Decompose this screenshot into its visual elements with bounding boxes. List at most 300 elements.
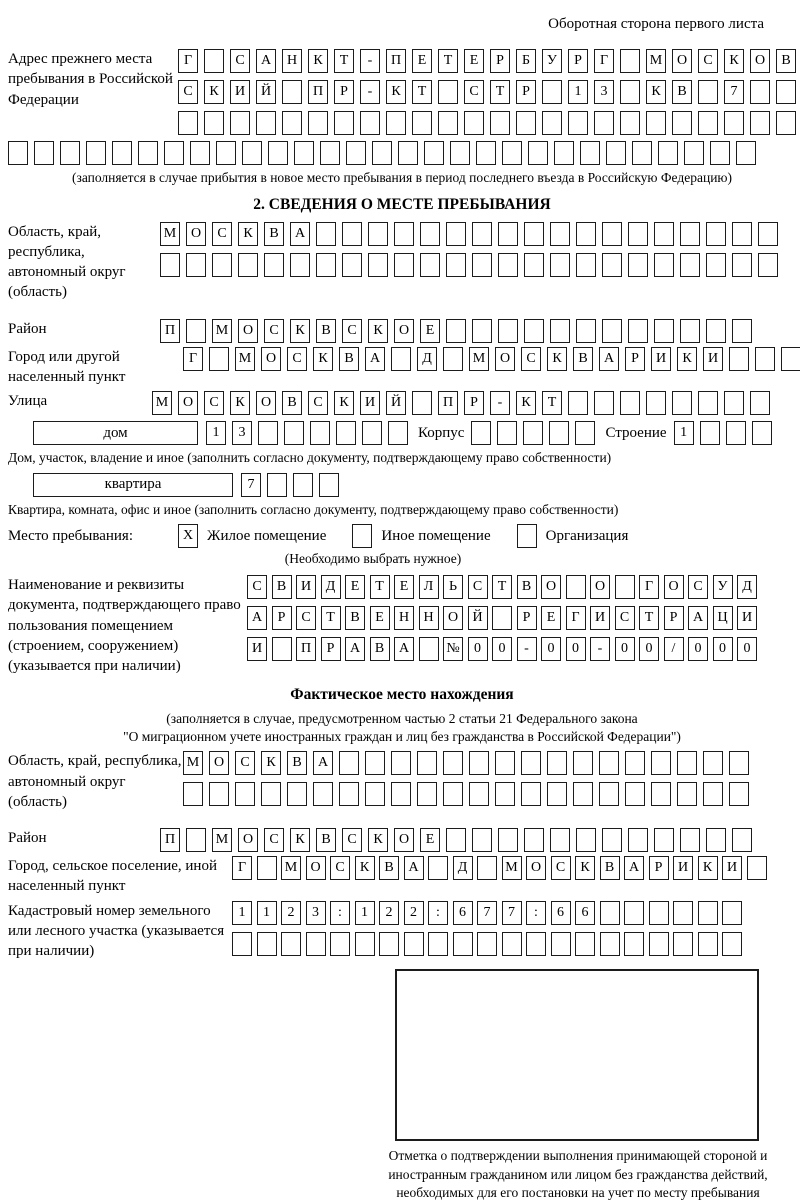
- char-cell[interactable]: [379, 932, 399, 956]
- char-cell[interactable]: С: [235, 751, 255, 775]
- char-cell[interactable]: Г: [183, 347, 203, 371]
- char-cell[interactable]: [576, 828, 596, 852]
- char-cell[interactable]: О: [261, 347, 281, 371]
- char-cell[interactable]: П: [160, 319, 180, 343]
- char-cell[interactable]: И: [703, 347, 723, 371]
- char-cell[interactable]: [672, 391, 692, 415]
- char-cell[interactable]: [339, 751, 359, 775]
- char-cell[interactable]: [372, 141, 392, 165]
- char-cell[interactable]: С: [342, 828, 362, 852]
- char-cell[interactable]: И: [590, 606, 610, 630]
- char-cell[interactable]: [178, 111, 198, 135]
- char-cell[interactable]: [722, 932, 742, 956]
- char-cell[interactable]: [294, 141, 314, 165]
- char-cell[interactable]: [706, 253, 726, 277]
- char-cell[interactable]: [502, 932, 522, 956]
- char-cell[interactable]: С: [551, 856, 571, 880]
- char-cell[interactable]: А: [404, 856, 424, 880]
- char-cell[interactable]: П: [308, 80, 328, 104]
- char-cell[interactable]: О: [541, 575, 561, 599]
- char-cell[interactable]: В: [339, 347, 359, 371]
- char-cell[interactable]: [680, 828, 700, 852]
- char-cell[interactable]: [542, 111, 562, 135]
- char-cell[interactable]: 6: [575, 901, 595, 925]
- char-cell[interactable]: М: [212, 319, 232, 343]
- char-cell[interactable]: [521, 751, 541, 775]
- char-cell[interactable]: О: [443, 606, 463, 630]
- char-cell[interactable]: -: [360, 49, 380, 73]
- char-cell[interactable]: [368, 253, 388, 277]
- char-cell[interactable]: Р: [321, 637, 341, 661]
- char-cell[interactable]: [524, 253, 544, 277]
- char-cell[interactable]: [212, 253, 232, 277]
- char-cell[interactable]: Т: [438, 49, 458, 73]
- char-cell[interactable]: [580, 141, 600, 165]
- char-cell[interactable]: О: [209, 751, 229, 775]
- char-cell[interactable]: [472, 253, 492, 277]
- char-cell[interactable]: К: [646, 80, 666, 104]
- char-cell[interactable]: [417, 782, 437, 806]
- char-cell[interactable]: [722, 901, 742, 925]
- char-cell[interactable]: 1: [674, 421, 694, 445]
- char-cell[interactable]: 6: [551, 901, 571, 925]
- char-cell[interactable]: 3: [594, 80, 614, 104]
- char-cell[interactable]: [732, 253, 752, 277]
- char-cell[interactable]: [524, 222, 544, 246]
- char-cell[interactable]: [282, 111, 302, 135]
- char-cell[interactable]: [419, 637, 439, 661]
- char-cell[interactable]: К: [368, 319, 388, 343]
- char-cell[interactable]: Р: [517, 606, 537, 630]
- char-cell[interactable]: [602, 222, 622, 246]
- char-cell[interactable]: [750, 80, 770, 104]
- char-cell[interactable]: [698, 932, 718, 956]
- char-cell[interactable]: А: [365, 347, 385, 371]
- checkbox-organization[interactable]: [517, 524, 537, 548]
- char-cell[interactable]: К: [313, 347, 333, 371]
- char-cell[interactable]: [575, 421, 595, 445]
- char-cell[interactable]: Д: [321, 575, 341, 599]
- char-cell[interactable]: Р: [272, 606, 292, 630]
- char-cell[interactable]: Т: [542, 391, 562, 415]
- char-cell[interactable]: У: [542, 49, 562, 73]
- char-cell[interactable]: [502, 141, 522, 165]
- char-cell[interactable]: С: [178, 80, 198, 104]
- char-cell[interactable]: В: [272, 575, 292, 599]
- char-cell[interactable]: Й: [256, 80, 276, 104]
- char-cell[interactable]: Р: [490, 49, 510, 73]
- char-cell[interactable]: И: [673, 856, 693, 880]
- char-cell[interactable]: [313, 782, 333, 806]
- char-cell[interactable]: 0: [541, 637, 561, 661]
- char-cell[interactable]: [575, 932, 595, 956]
- char-cell[interactable]: [700, 421, 720, 445]
- char-cell[interactable]: [706, 319, 726, 343]
- char-cell[interactable]: Е: [412, 49, 432, 73]
- char-cell[interactable]: [698, 901, 718, 925]
- char-cell[interactable]: Г: [566, 606, 586, 630]
- char-cell[interactable]: [698, 111, 718, 135]
- char-cell[interactable]: [729, 347, 749, 371]
- char-cell[interactable]: [242, 141, 262, 165]
- char-cell[interactable]: [490, 111, 510, 135]
- char-cell[interactable]: К: [575, 856, 595, 880]
- char-cell[interactable]: П: [438, 391, 458, 415]
- char-cell[interactable]: [602, 319, 622, 343]
- char-cell[interactable]: [346, 141, 366, 165]
- char-cell[interactable]: [776, 80, 796, 104]
- char-cell[interactable]: [498, 222, 518, 246]
- char-cell[interactable]: [600, 901, 620, 925]
- char-cell[interactable]: М: [646, 49, 666, 73]
- char-cell[interactable]: [360, 111, 380, 135]
- char-cell[interactable]: Ь: [443, 575, 463, 599]
- char-cell[interactable]: [316, 222, 336, 246]
- char-cell[interactable]: И: [230, 80, 250, 104]
- char-cell[interactable]: -: [590, 637, 610, 661]
- char-cell[interactable]: 0: [615, 637, 635, 661]
- char-cell[interactable]: Е: [541, 606, 561, 630]
- char-cell[interactable]: Р: [334, 80, 354, 104]
- char-cell[interactable]: [477, 932, 497, 956]
- char-cell[interactable]: [654, 319, 674, 343]
- char-cell[interactable]: [703, 751, 723, 775]
- char-cell[interactable]: К: [238, 222, 258, 246]
- char-cell[interactable]: [620, 80, 640, 104]
- char-cell[interactable]: [209, 347, 229, 371]
- char-cell[interactable]: А: [624, 856, 644, 880]
- char-cell[interactable]: Т: [321, 606, 341, 630]
- char-cell[interactable]: [547, 751, 567, 775]
- char-cell[interactable]: [261, 782, 281, 806]
- char-cell[interactable]: [550, 253, 570, 277]
- char-cell[interactable]: [336, 421, 356, 445]
- char-cell[interactable]: [412, 111, 432, 135]
- char-cell[interactable]: В: [316, 319, 336, 343]
- char-cell[interactable]: 1: [257, 901, 277, 925]
- char-cell[interactable]: [498, 253, 518, 277]
- char-cell[interactable]: [257, 932, 277, 956]
- char-cell[interactable]: Т: [492, 575, 512, 599]
- char-cell[interactable]: О: [306, 856, 326, 880]
- char-cell[interactable]: О: [238, 828, 258, 852]
- char-cell[interactable]: Е: [345, 575, 365, 599]
- char-cell[interactable]: К: [368, 828, 388, 852]
- char-cell[interactable]: Е: [464, 49, 484, 73]
- char-cell[interactable]: [394, 222, 414, 246]
- char-cell[interactable]: О: [394, 319, 414, 343]
- char-cell[interactable]: [398, 141, 418, 165]
- char-cell[interactable]: [498, 319, 518, 343]
- char-cell[interactable]: В: [379, 856, 399, 880]
- char-cell[interactable]: [160, 253, 180, 277]
- char-cell[interactable]: [86, 141, 106, 165]
- char-cell[interactable]: [651, 782, 671, 806]
- char-cell[interactable]: [453, 932, 473, 956]
- char-cell[interactable]: [781, 347, 800, 371]
- char-cell[interactable]: [438, 80, 458, 104]
- char-cell[interactable]: [183, 782, 203, 806]
- char-cell[interactable]: [732, 319, 752, 343]
- char-cell[interactable]: С: [212, 222, 232, 246]
- char-cell[interactable]: Ц: [713, 606, 733, 630]
- char-cell[interactable]: [355, 932, 375, 956]
- char-cell[interactable]: В: [600, 856, 620, 880]
- char-cell[interactable]: [438, 111, 458, 135]
- char-cell[interactable]: [654, 828, 674, 852]
- char-cell[interactable]: [164, 141, 184, 165]
- char-cell[interactable]: [568, 391, 588, 415]
- char-cell[interactable]: В: [573, 347, 593, 371]
- char-cell[interactable]: [594, 111, 614, 135]
- char-cell[interactable]: [216, 141, 236, 165]
- char-cell[interactable]: В: [370, 637, 390, 661]
- char-cell[interactable]: 1: [355, 901, 375, 925]
- char-cell[interactable]: [60, 141, 80, 165]
- char-cell[interactable]: [654, 222, 674, 246]
- char-cell[interactable]: [316, 253, 336, 277]
- char-cell[interactable]: [677, 782, 697, 806]
- char-cell[interactable]: Т: [370, 575, 390, 599]
- char-cell[interactable]: [267, 473, 287, 497]
- char-cell[interactable]: [551, 932, 571, 956]
- char-cell[interactable]: [388, 421, 408, 445]
- char-cell[interactable]: С: [204, 391, 224, 415]
- char-cell[interactable]: [573, 751, 593, 775]
- char-cell[interactable]: [472, 828, 492, 852]
- checkbox-residential[interactable]: X: [178, 524, 198, 548]
- char-cell[interactable]: [495, 782, 515, 806]
- char-cell[interactable]: Г: [639, 575, 659, 599]
- char-cell[interactable]: [320, 141, 340, 165]
- char-cell[interactable]: В: [282, 391, 302, 415]
- char-cell[interactable]: 7: [477, 901, 497, 925]
- char-cell[interactable]: С: [287, 347, 307, 371]
- char-cell[interactable]: У: [713, 575, 733, 599]
- char-cell[interactable]: /: [664, 637, 684, 661]
- checkbox-other-premises[interactable]: [352, 524, 372, 548]
- char-cell[interactable]: 0: [713, 637, 733, 661]
- char-cell[interactable]: 0: [639, 637, 659, 661]
- char-cell[interactable]: [238, 253, 258, 277]
- char-cell[interactable]: [602, 828, 622, 852]
- char-cell[interactable]: 3: [232, 421, 252, 445]
- char-cell[interactable]: [342, 222, 362, 246]
- char-cell[interactable]: С: [615, 606, 635, 630]
- char-cell[interactable]: Р: [464, 391, 484, 415]
- char-cell[interactable]: И: [296, 575, 316, 599]
- char-cell[interactable]: [752, 421, 772, 445]
- char-cell[interactable]: [290, 253, 310, 277]
- char-cell[interactable]: С: [468, 575, 488, 599]
- char-cell[interactable]: [554, 141, 574, 165]
- char-cell[interactable]: В: [672, 80, 692, 104]
- char-cell[interactable]: С: [464, 80, 484, 104]
- char-cell[interactable]: [112, 141, 132, 165]
- char-cell[interactable]: [624, 901, 644, 925]
- char-cell[interactable]: С: [264, 319, 284, 343]
- char-cell[interactable]: [625, 751, 645, 775]
- char-cell[interactable]: О: [186, 222, 206, 246]
- char-cell[interactable]: [190, 141, 210, 165]
- char-cell[interactable]: 2: [404, 901, 424, 925]
- char-cell[interactable]: К: [290, 319, 310, 343]
- char-cell[interactable]: [599, 782, 619, 806]
- char-cell[interactable]: [268, 141, 288, 165]
- char-cell[interactable]: [204, 49, 224, 73]
- char-cell[interactable]: [755, 347, 775, 371]
- char-cell[interactable]: [306, 932, 326, 956]
- char-cell[interactable]: [651, 751, 671, 775]
- char-cell[interactable]: [498, 828, 518, 852]
- char-cell[interactable]: К: [547, 347, 567, 371]
- char-cell[interactable]: С: [521, 347, 541, 371]
- char-cell[interactable]: [310, 421, 330, 445]
- char-cell[interactable]: [209, 782, 229, 806]
- char-cell[interactable]: Т: [412, 80, 432, 104]
- char-cell[interactable]: [776, 111, 796, 135]
- char-cell[interactable]: С: [264, 828, 284, 852]
- char-cell[interactable]: [758, 253, 778, 277]
- char-cell[interactable]: Й: [468, 606, 488, 630]
- char-cell[interactable]: О: [178, 391, 198, 415]
- char-cell[interactable]: Р: [664, 606, 684, 630]
- char-cell[interactable]: О: [664, 575, 684, 599]
- char-cell[interactable]: 6: [453, 901, 473, 925]
- char-cell[interactable]: [477, 856, 497, 880]
- char-cell[interactable]: [600, 932, 620, 956]
- char-cell[interactable]: Д: [453, 856, 473, 880]
- char-cell[interactable]: М: [160, 222, 180, 246]
- char-cell[interactable]: [550, 319, 570, 343]
- char-cell[interactable]: [497, 421, 517, 445]
- char-cell[interactable]: [471, 421, 491, 445]
- char-cell[interactable]: М: [152, 391, 172, 415]
- char-cell[interactable]: [412, 391, 432, 415]
- char-cell[interactable]: Р: [625, 347, 645, 371]
- char-cell[interactable]: [698, 80, 718, 104]
- char-cell[interactable]: П: [296, 637, 316, 661]
- char-cell[interactable]: [524, 828, 544, 852]
- char-cell[interactable]: [428, 932, 448, 956]
- char-cell[interactable]: 3: [306, 901, 326, 925]
- char-cell[interactable]: [258, 421, 278, 445]
- char-cell[interactable]: [576, 319, 596, 343]
- char-cell[interactable]: К: [230, 391, 250, 415]
- char-cell[interactable]: М: [281, 856, 301, 880]
- char-cell[interactable]: 7: [241, 473, 261, 497]
- char-cell[interactable]: [729, 751, 749, 775]
- char-cell[interactable]: К: [204, 80, 224, 104]
- char-cell[interactable]: [386, 111, 406, 135]
- char-cell[interactable]: [446, 222, 466, 246]
- char-cell[interactable]: [576, 253, 596, 277]
- char-cell[interactable]: [492, 606, 512, 630]
- char-cell[interactable]: И: [651, 347, 671, 371]
- char-cell[interactable]: №: [443, 637, 463, 661]
- char-cell[interactable]: [428, 856, 448, 880]
- char-cell[interactable]: -: [517, 637, 537, 661]
- char-cell[interactable]: [677, 751, 697, 775]
- char-cell[interactable]: [547, 782, 567, 806]
- char-cell[interactable]: [706, 222, 726, 246]
- char-cell[interactable]: 7: [724, 80, 744, 104]
- char-cell[interactable]: В: [264, 222, 284, 246]
- char-cell[interactable]: [594, 391, 614, 415]
- char-cell[interactable]: П: [386, 49, 406, 73]
- char-cell[interactable]: Й: [386, 391, 406, 415]
- char-cell[interactable]: -: [490, 391, 510, 415]
- char-cell[interactable]: Т: [639, 606, 659, 630]
- char-cell[interactable]: К: [386, 80, 406, 104]
- char-cell[interactable]: 1: [206, 421, 226, 445]
- char-cell[interactable]: 2: [379, 901, 399, 925]
- char-cell[interactable]: [521, 782, 541, 806]
- char-cell[interactable]: О: [256, 391, 276, 415]
- char-cell[interactable]: [394, 253, 414, 277]
- char-cell[interactable]: [281, 932, 301, 956]
- char-cell[interactable]: [257, 856, 277, 880]
- char-cell[interactable]: [287, 782, 307, 806]
- char-cell[interactable]: К: [516, 391, 536, 415]
- char-cell[interactable]: [368, 222, 388, 246]
- char-cell[interactable]: [736, 141, 756, 165]
- char-cell[interactable]: [34, 141, 54, 165]
- char-cell[interactable]: С: [296, 606, 316, 630]
- char-cell[interactable]: [334, 111, 354, 135]
- char-cell[interactable]: [625, 782, 645, 806]
- char-cell[interactable]: [526, 932, 546, 956]
- char-cell[interactable]: [446, 828, 466, 852]
- char-cell[interactable]: 2: [281, 901, 301, 925]
- char-cell[interactable]: [391, 782, 411, 806]
- char-cell[interactable]: [632, 141, 652, 165]
- char-cell[interactable]: [339, 782, 359, 806]
- char-cell[interactable]: [362, 421, 382, 445]
- char-cell[interactable]: Г: [594, 49, 614, 73]
- char-cell[interactable]: А: [599, 347, 619, 371]
- char-cell[interactable]: И: [360, 391, 380, 415]
- char-cell[interactable]: [732, 828, 752, 852]
- char-cell[interactable]: П: [160, 828, 180, 852]
- char-cell[interactable]: [698, 391, 718, 415]
- char-cell[interactable]: [424, 141, 444, 165]
- char-cell[interactable]: О: [526, 856, 546, 880]
- char-cell[interactable]: [472, 222, 492, 246]
- char-cell[interactable]: 0: [566, 637, 586, 661]
- char-cell[interactable]: [710, 141, 730, 165]
- char-cell[interactable]: [284, 421, 304, 445]
- char-cell[interactable]: А: [313, 751, 333, 775]
- char-cell[interactable]: [649, 901, 669, 925]
- char-cell[interactable]: [646, 391, 666, 415]
- char-cell[interactable]: [420, 253, 440, 277]
- char-cell[interactable]: В: [776, 49, 796, 73]
- char-cell[interactable]: [549, 421, 569, 445]
- char-cell[interactable]: М: [502, 856, 522, 880]
- char-cell[interactable]: [628, 828, 648, 852]
- char-cell[interactable]: [232, 932, 252, 956]
- char-cell[interactable]: Г: [232, 856, 252, 880]
- char-cell[interactable]: [476, 141, 496, 165]
- char-cell[interactable]: 1: [568, 80, 588, 104]
- char-cell[interactable]: [576, 222, 596, 246]
- char-cell[interactable]: К: [290, 828, 310, 852]
- char-cell[interactable]: Р: [649, 856, 669, 880]
- char-cell[interactable]: К: [677, 347, 697, 371]
- char-cell[interactable]: [566, 575, 586, 599]
- char-cell[interactable]: С: [688, 575, 708, 599]
